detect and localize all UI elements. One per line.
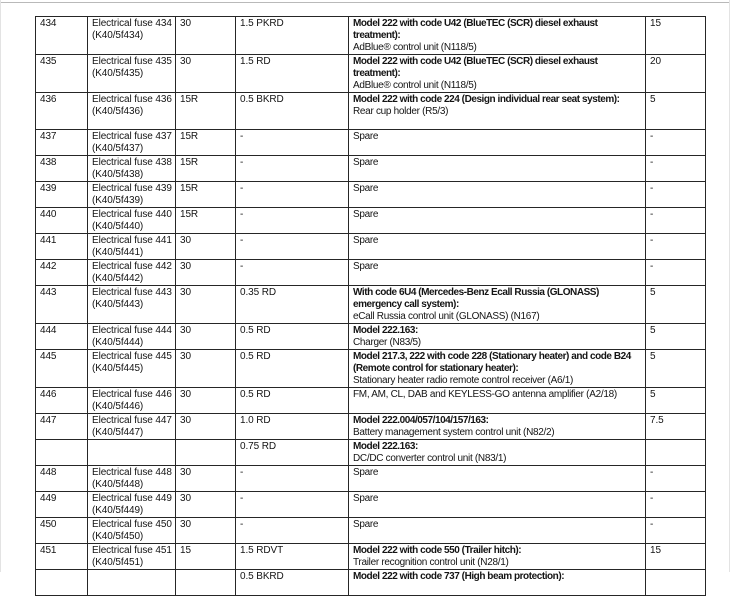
fuse-designation: Electrical fuse 451	[92, 545, 172, 556]
fuse-table-row	[36, 55, 706, 93]
amperage-cell	[646, 93, 706, 130]
fuse-code: (K40/5f437)	[92, 143, 144, 154]
fuse-number: 440	[40, 209, 57, 220]
consumer-detail: Spare	[353, 261, 379, 272]
amperage-value: -	[650, 157, 654, 168]
fuse-number: 438	[40, 157, 57, 168]
fuse-rating: 15R	[180, 183, 199, 194]
fuse-rating-cell	[176, 234, 236, 260]
fuse-number-cell	[36, 466, 88, 492]
wire-spec: -	[240, 261, 244, 272]
fuse-code: (K40/5f439)	[92, 195, 144, 206]
consumer-detail: Trailer recognition control unit (N28/1)	[353, 557, 509, 568]
wire-spec-cell	[236, 156, 349, 182]
fuse-table-row	[36, 130, 706, 156]
fuse-number: 436	[40, 94, 57, 105]
fuse-number-cell	[36, 156, 88, 182]
fuse-rating: 30	[180, 18, 191, 29]
amperage-value: 7.5	[650, 415, 664, 426]
fuse-code: (K40/5f441)	[92, 247, 144, 258]
amperage-value: -	[650, 493, 654, 504]
consumer-cell	[349, 17, 646, 55]
consumer-model-code: Model 217.3, 222 with code 228 (Stationary heater) and code B24 (Remote control for stationary heater):	[353, 351, 631, 374]
fuse-rating-cell	[176, 55, 236, 93]
fuse-allocation-table	[35, 16, 706, 596]
fuse-table-row	[36, 492, 706, 518]
fuse-designation: Electrical fuse 437	[92, 131, 172, 142]
fuse-number-cell	[36, 544, 88, 570]
fuse-rating: 30	[180, 389, 191, 400]
consumer-detail: Rear cup holder (R5/3)	[353, 106, 449, 117]
fuse-number: 437	[40, 131, 57, 142]
consumer-detail: Stationary heater radio remote control receiver (A6/1)	[353, 375, 574, 386]
amperage-cell	[646, 466, 706, 492]
amperage-cell	[646, 570, 706, 596]
fuse-code: (K40/5f445)	[92, 363, 144, 374]
fuse-number-cell	[36, 182, 88, 208]
fuse-code: (K40/5f446)	[92, 401, 144, 412]
fuse-designation: Electrical fuse 438	[92, 157, 172, 168]
amperage-cell	[646, 208, 706, 234]
consumer-model-code: Model 222 with code U42 (BlueTEC (SCR) diesel exhaust treatment):	[353, 18, 598, 41]
fuse-number-cell	[36, 208, 88, 234]
consumer-detail: Battery management system control unit (N82/2)	[353, 427, 555, 438]
wire-spec: -	[240, 235, 244, 246]
fuse-number: 435	[40, 56, 57, 67]
fuse-number-cell	[36, 324, 88, 350]
wire-spec: 1.5 PKRD	[240, 18, 284, 29]
wire-spec: 1.0 RD	[240, 415, 271, 426]
fuse-rating-cell	[176, 93, 236, 130]
fuse-number-cell	[36, 93, 88, 130]
consumer-cell	[349, 208, 646, 234]
fuse-number-cell	[36, 350, 88, 388]
fuse-rating: 15R	[180, 94, 199, 105]
amperage-cell	[646, 130, 706, 156]
fuse-designation: Electrical fuse 444	[92, 325, 172, 336]
fuse-number-cell	[36, 388, 88, 414]
consumer-detail: Spare	[353, 209, 379, 220]
wire-spec-cell	[236, 466, 349, 492]
consumer-cell	[349, 234, 646, 260]
fuse-number-cell	[36, 492, 88, 518]
wire-spec-cell	[236, 350, 349, 388]
fuse-code: (K40/5f448)	[92, 479, 144, 490]
wire-spec-cell	[236, 234, 349, 260]
fuse-designation-cell	[88, 324, 176, 350]
amperage-cell	[646, 414, 706, 440]
amperage-cell	[646, 440, 706, 466]
amperage-value: -	[650, 183, 654, 194]
fuse-rating: 30	[180, 467, 191, 478]
amperage-cell	[646, 324, 706, 350]
amperage-cell	[646, 492, 706, 518]
fuse-code: (K40/5f443)	[92, 299, 144, 310]
fuse-number-cell	[36, 260, 88, 286]
consumer-detail: Spare	[353, 493, 379, 504]
amperage-value: 5	[650, 389, 656, 400]
fuse-rating-cell	[176, 156, 236, 182]
wire-spec: 0.5 BKRD	[240, 94, 284, 105]
fuse-designation-cell	[88, 208, 176, 234]
fuse-designation-cell	[88, 388, 176, 414]
fuse-rating: 15R	[180, 131, 199, 142]
fuse-designation-cell	[88, 260, 176, 286]
wire-spec: -	[240, 519, 244, 530]
fuse-designation: Electrical fuse 450	[92, 519, 172, 530]
consumer-model-code: Model 222.163:	[353, 441, 418, 452]
amperage-value: 15	[650, 18, 661, 29]
fuse-rating-cell	[176, 466, 236, 492]
fuse-rating-cell	[176, 414, 236, 440]
amperage-cell	[646, 55, 706, 93]
fuse-rating: 30	[180, 261, 191, 272]
amperage-cell	[646, 260, 706, 286]
fuse-rating: 15R	[180, 209, 199, 220]
wire-spec: 1.5 RDVT	[240, 545, 284, 556]
wire-spec: 0.5 RD	[240, 389, 271, 400]
consumer-model-code: Model 222 with code 224 (Design individual rear seat system):	[353, 94, 620, 105]
fuse-designation-cell	[88, 156, 176, 182]
fuse-designation: Electrical fuse 436	[92, 94, 172, 105]
wire-spec: -	[240, 209, 244, 220]
amperage-cell	[646, 518, 706, 544]
fuse-table-body	[36, 17, 706, 596]
consumer-detail: eCall Russia control unit (GLONASS) (N167)	[353, 311, 540, 322]
fuse-rating: 30	[180, 235, 191, 246]
consumer-detail: Spare	[353, 235, 379, 246]
fuse-designation-cell	[88, 234, 176, 260]
fuse-designation: Electrical fuse 435	[92, 56, 172, 67]
consumer-cell	[349, 492, 646, 518]
fuse-designation: Electrical fuse 447	[92, 415, 172, 426]
amperage-value: -	[650, 261, 654, 272]
amperage-value: 20	[650, 56, 661, 67]
fuse-number: 441	[40, 235, 57, 246]
consumer-cell	[349, 156, 646, 182]
fuse-rating-cell	[176, 324, 236, 350]
consumer-cell	[349, 414, 646, 440]
fuse-designation-cell	[88, 286, 176, 324]
amperage-cell	[646, 544, 706, 570]
fuse-number-cell	[36, 570, 88, 596]
wire-spec-cell	[236, 388, 349, 414]
wire-spec: 0.5 RD	[240, 351, 271, 362]
fuse-number: 439	[40, 183, 57, 194]
wire-spec-cell	[236, 440, 349, 466]
page-top-rule	[0, 2, 730, 3]
fuse-rating: 30	[180, 287, 191, 298]
fuse-table-row	[36, 260, 706, 286]
fuse-number: 447	[40, 415, 57, 426]
fuse-designation-cell	[88, 55, 176, 93]
fuse-designation: Electrical fuse 446	[92, 389, 172, 400]
fuse-table-row	[36, 286, 706, 324]
fuse-rating-cell	[176, 208, 236, 234]
fuse-rating-cell	[176, 518, 236, 544]
amperage-cell	[646, 156, 706, 182]
fuse-rating-cell	[176, 388, 236, 414]
fuse-number-cell	[36, 414, 88, 440]
wire-spec-cell	[236, 260, 349, 286]
fuse-number-cell	[36, 234, 88, 260]
fuse-rating: 30	[180, 415, 191, 426]
fuse-rating: 15R	[180, 157, 199, 168]
fuse-designation-cell	[88, 518, 176, 544]
wire-spec: 0.75 RD	[240, 441, 276, 452]
fuse-rating-cell	[176, 182, 236, 208]
consumer-detail: Charger (N83/5)	[353, 337, 421, 348]
consumer-cell	[349, 260, 646, 286]
consumer-model-code: Model 222 with code U42 (BlueTEC (SCR) diesel exhaust treatment):	[353, 56, 598, 79]
wire-spec: -	[240, 493, 244, 504]
fuse-rating: 30	[180, 325, 191, 336]
wire-spec-cell	[236, 130, 349, 156]
wire-spec: 0.5 RD	[240, 325, 271, 336]
fuse-number: 445	[40, 351, 57, 362]
fuse-rating-cell	[176, 286, 236, 324]
consumer-model-code: Model 222 with code 550 (Trailer hitch):	[353, 545, 522, 556]
amperage-cell	[646, 388, 706, 414]
fuse-code: (K40/5f450)	[92, 531, 144, 542]
consumer-detail: Spare	[353, 519, 379, 530]
fuse-designation-cell	[88, 570, 176, 596]
consumer-cell	[349, 466, 646, 492]
consumer-cell	[349, 388, 646, 414]
amperage-value: -	[650, 209, 654, 220]
amperage-value: -	[650, 519, 654, 530]
fuse-designation: Electrical fuse 439	[92, 183, 172, 194]
fuse-table-row	[36, 208, 706, 234]
amperage-cell	[646, 234, 706, 260]
fuse-designation-cell	[88, 17, 176, 55]
fuse-designation: Electrical fuse 440	[92, 209, 172, 220]
fuse-code: (K40/5f442)	[92, 273, 144, 284]
amperage-value: -	[650, 131, 654, 142]
consumer-cell	[349, 570, 646, 596]
fuse-rating: 30	[180, 519, 191, 530]
fuse-rating: 30	[180, 351, 191, 362]
fuse-rating: 15	[180, 545, 191, 556]
consumer-cell	[349, 286, 646, 324]
fuse-code: (K40/5f444)	[92, 337, 144, 348]
fuse-designation-cell	[88, 544, 176, 570]
fuse-table-row	[36, 388, 706, 414]
wire-spec-cell	[236, 544, 349, 570]
fuse-table-row	[36, 324, 706, 350]
fuse-designation: Electrical fuse 449	[92, 493, 172, 504]
consumer-model-code: Model 222 with code 737 (High beam protection):	[353, 571, 565, 582]
wire-spec-cell	[236, 492, 349, 518]
consumer-cell	[349, 544, 646, 570]
fuse-rating-cell	[176, 17, 236, 55]
wire-spec: 0.35 RD	[240, 287, 276, 298]
wire-spec-cell	[236, 208, 349, 234]
wire-spec: -	[240, 131, 244, 142]
fuse-code: (K40/5f434)	[92, 30, 144, 41]
fuse-table-row	[36, 570, 706, 596]
consumer-model-code: Model 222.004/057/104/157/163:	[353, 415, 489, 426]
consumer-detail: DC/DC converter control unit (N83/1)	[353, 453, 507, 464]
wire-spec-cell	[236, 570, 349, 596]
fuse-designation: Electrical fuse 443	[92, 287, 172, 298]
wire-spec-cell	[236, 55, 349, 93]
fuse-table-row	[36, 440, 706, 466]
amperage-value: 15	[650, 545, 661, 556]
fuse-designation: Electrical fuse 448	[92, 467, 172, 478]
wire-spec-cell	[236, 17, 349, 55]
fuse-code: (K40/5f440)	[92, 221, 144, 232]
fuse-number: 448	[40, 467, 57, 478]
fuse-table-row	[36, 518, 706, 544]
fuse-code: (K40/5f436)	[92, 106, 144, 117]
consumer-cell	[349, 350, 646, 388]
wire-spec-cell	[236, 182, 349, 208]
fuse-table-row	[36, 17, 706, 55]
fuse-code: (K40/5f449)	[92, 505, 144, 516]
consumer-cell	[349, 182, 646, 208]
amperage-value: 5	[650, 287, 656, 298]
wire-spec-cell	[236, 414, 349, 440]
consumer-detail: AdBlue® control unit (N118/5)	[353, 42, 477, 53]
fuse-designation: Electrical fuse 442	[92, 261, 172, 272]
fuse-number-cell	[36, 518, 88, 544]
fuse-designation-cell	[88, 414, 176, 440]
fuse-rating-cell	[176, 440, 236, 466]
consumer-detail: Spare	[353, 183, 379, 194]
consumer-detail: Spare	[353, 157, 379, 168]
consumer-cell	[349, 440, 646, 466]
wire-spec: -	[240, 467, 244, 478]
fuse-designation: Electrical fuse 434	[92, 18, 172, 29]
fuse-designation-cell	[88, 466, 176, 492]
fuse-number-cell	[36, 286, 88, 324]
consumer-detail: FM, AM, CL, DAB and KEYLESS-GO antenna amplifier (A2/18)	[353, 389, 617, 400]
fuse-table-row	[36, 350, 706, 388]
amperage-cell	[646, 17, 706, 55]
wire-spec: 0.5 BKRD	[240, 571, 284, 582]
amperage-value: 5	[650, 351, 656, 362]
fuse-code: (K40/5f451)	[92, 557, 144, 568]
fuse-rating: 30	[180, 493, 191, 504]
amperage-cell	[646, 182, 706, 208]
fuse-table-row	[36, 466, 706, 492]
consumer-cell	[349, 324, 646, 350]
fuse-table-row	[36, 544, 706, 570]
fuse-number: 450	[40, 519, 57, 530]
fuse-table-row	[36, 414, 706, 440]
wire-spec-cell	[236, 286, 349, 324]
fuse-number: 451	[40, 545, 57, 556]
fuse-number: 443	[40, 287, 57, 298]
wire-spec: -	[240, 183, 244, 194]
fuse-number: 434	[40, 18, 57, 29]
consumer-cell	[349, 130, 646, 156]
consumer-cell	[349, 55, 646, 93]
wire-spec: 1.5 RD	[240, 56, 271, 67]
consumer-model-code: With code 6U4 (Mercedes-Benz Ecall Russia (GLONASS) emergency call system):	[353, 287, 599, 310]
consumer-cell	[349, 518, 646, 544]
fuse-rating-cell	[176, 492, 236, 518]
fuse-rating: 30	[180, 56, 191, 67]
consumer-detail: Spare	[353, 467, 379, 478]
fuse-number-cell	[36, 17, 88, 55]
fuse-number-cell	[36, 440, 88, 466]
wire-spec-cell	[236, 93, 349, 130]
wire-spec: -	[240, 157, 244, 168]
wire-spec-cell	[236, 324, 349, 350]
fuse-number: 444	[40, 325, 57, 336]
fuse-designation-cell	[88, 350, 176, 388]
fuse-designation-cell	[88, 93, 176, 130]
amperage-value: 5	[650, 94, 656, 105]
fuse-table-row	[36, 182, 706, 208]
consumer-model-code: Model 222.163:	[353, 325, 418, 336]
fuse-code: (K40/5f438)	[92, 169, 144, 180]
amperage-value: -	[650, 467, 654, 478]
amperage-cell	[646, 286, 706, 324]
fuse-designation: Electrical fuse 441	[92, 235, 172, 246]
fuse-number-cell	[36, 55, 88, 93]
fuse-code: (K40/5f435)	[92, 68, 144, 79]
fuse-designation-cell	[88, 440, 176, 466]
fuse-number: 446	[40, 389, 57, 400]
fuse-designation: Electrical fuse 445	[92, 351, 172, 362]
fuse-rating-cell	[176, 570, 236, 596]
consumer-cell	[349, 93, 646, 130]
fuse-rating-cell	[176, 130, 236, 156]
consumer-detail: AdBlue® control unit (N118/5)	[353, 80, 477, 91]
consumer-detail: Spare	[353, 131, 379, 142]
amperage-cell	[646, 350, 706, 388]
fuse-designation-cell	[88, 492, 176, 518]
fuse-designation-cell	[88, 182, 176, 208]
fuse-rating-cell	[176, 260, 236, 286]
fuse-table-row	[36, 234, 706, 260]
wire-spec-cell	[236, 518, 349, 544]
amperage-value: -	[650, 235, 654, 246]
fuse-table-row	[36, 156, 706, 182]
amperage-value: 5	[650, 325, 656, 336]
fuse-table-row	[36, 93, 706, 130]
fuse-rating-cell	[176, 350, 236, 388]
fuse-designation-cell	[88, 130, 176, 156]
fuse-number: 449	[40, 493, 57, 504]
fuse-number: 442	[40, 261, 57, 272]
fuse-rating-cell	[176, 544, 236, 570]
fuse-code: (K40/5f447)	[92, 427, 144, 438]
fuse-number-cell	[36, 130, 88, 156]
